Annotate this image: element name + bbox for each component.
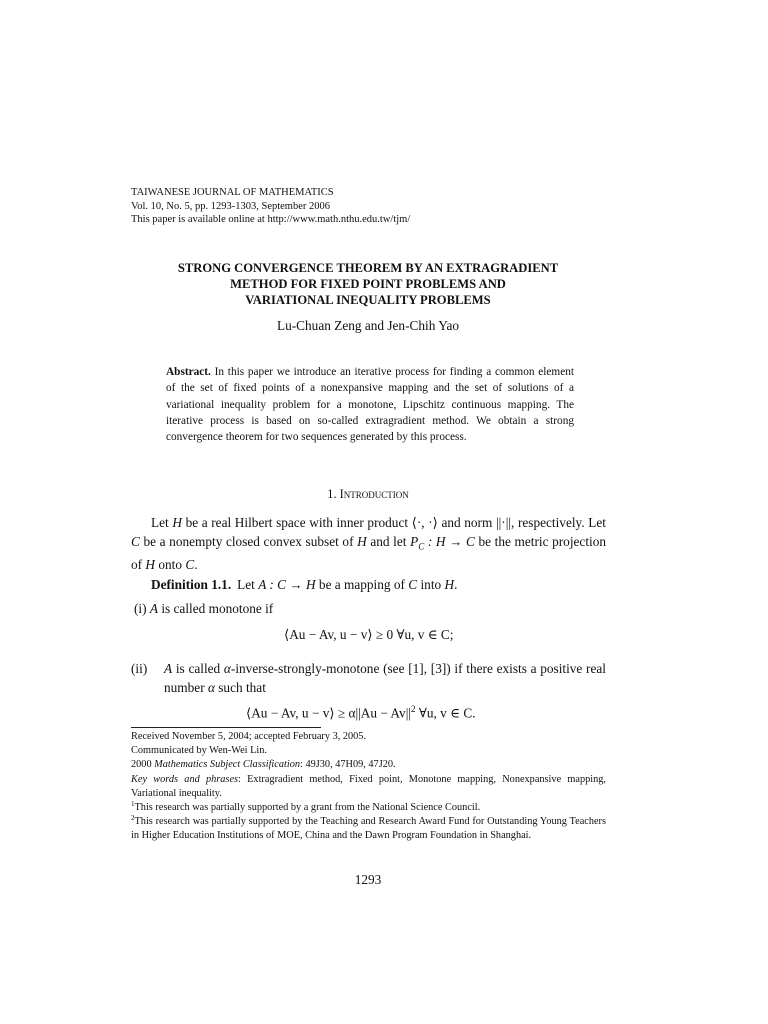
msc-classification: 2000 Mathematics Subject Classification: 49J30, 47H09, 47J20.	[131, 759, 396, 771]
journal-volume: Vol. 10, No. 5, pp. 1293-1303, September 2006	[131, 200, 331, 212]
item-i-label: (i)	[134, 601, 147, 616]
definition-label: Definition 1.1.	[151, 577, 232, 592]
journal-header	[131, 186, 410, 227]
item-ii-label: (ii)	[131, 661, 148, 676]
footnote-2: $^2$This research was partially supported by the Teaching and Research Award Fund for Outstanding Young Teachers in Higher Education Institutions of MOE, China and the Dawn Program Foundation in Shanghai.	[131, 814, 606, 842]
section-heading	[100, 487, 636, 502]
authors: Lu-Chuan Zeng and Jen-Chih Yao	[276, 318, 460, 333]
journal-online: This paper is available online at http://www.math.nthu.edu.tw/tjm/	[131, 214, 411, 225]
abstract	[166, 364, 574, 445]
equation-monotone: ⟨Au − Av, u − v⟩ ≥ 0 ∀u, v ∈ C;	[284, 627, 454, 642]
section-title: Introduction	[339, 487, 409, 501]
section-number: 1.	[327, 487, 337, 501]
abstract-label: Abstract.	[166, 366, 211, 378]
abstract-text: In this paper we introduce an iterative process for finding a common element of the set of fixed points of a nonexpansive mapping and the set of solutions of a variational inequality problem for a monotone, Lipschitz continuous mapping. The iterative process is based on so-called extragradient method. We obtain a strong convergence theorem for two sequences generated by this process.	[166, 366, 575, 444]
keywords: Key words and phrases: Extragradient method, Fixed point, Monotone mapping, Nonexpansive mapping, Variational inequality.	[131, 773, 606, 799]
received-date: Received November 5, 2004; accepted February 3, 2005.	[131, 731, 367, 742]
equation-inverse-strongly-monotone: ⟨Au − Av, u − v⟩ ≥ $\alpha||Au - Av||^2$ ∀u, v ∈ C.	[246, 704, 476, 721]
title-line-3: VARIATIONAL INEQUALITY PROBLEMS	[245, 293, 491, 307]
footnote-rule	[131, 727, 321, 728]
journal-name: TAIWANESE JOURNAL OF MATHEMATICS	[131, 187, 334, 198]
title-line-1: STRONG CONVERGENCE THEOREM BY AN EXTRAGRADIENT	[177, 261, 559, 275]
intro-paragraph: Let H be a real Hilbert space with inner product ⟨·, ·⟩ and norm ||·||, respectively. Let C be a nonempty closed convex subset of H and let $P_C$ : H → C be the metric projection of H onto C.	[131, 515, 606, 572]
title-line-2: METHOD FOR FIXED POINT PROBLEMS AND	[230, 277, 506, 291]
paper-title	[100, 260, 636, 308]
footnotes	[131, 730, 606, 844]
footnote-1: $^1$This research was partially supported by a grant from the National Science Council.	[131, 800, 481, 814]
page-number: 1293	[354, 872, 382, 887]
definition-1-1: Definition 1.1. Let A : C → H be a mapping of C into H.	[151, 577, 458, 592]
communicated-by: Communicated by Wen-Wei Lin.	[131, 745, 267, 757]
item-i: (i) A is called monotone if	[134, 601, 274, 616]
item-ii: (ii) A is called α-inverse-strongly-monotone (see [1], [3]) if there exists a positive real number α such that	[131, 661, 606, 695]
